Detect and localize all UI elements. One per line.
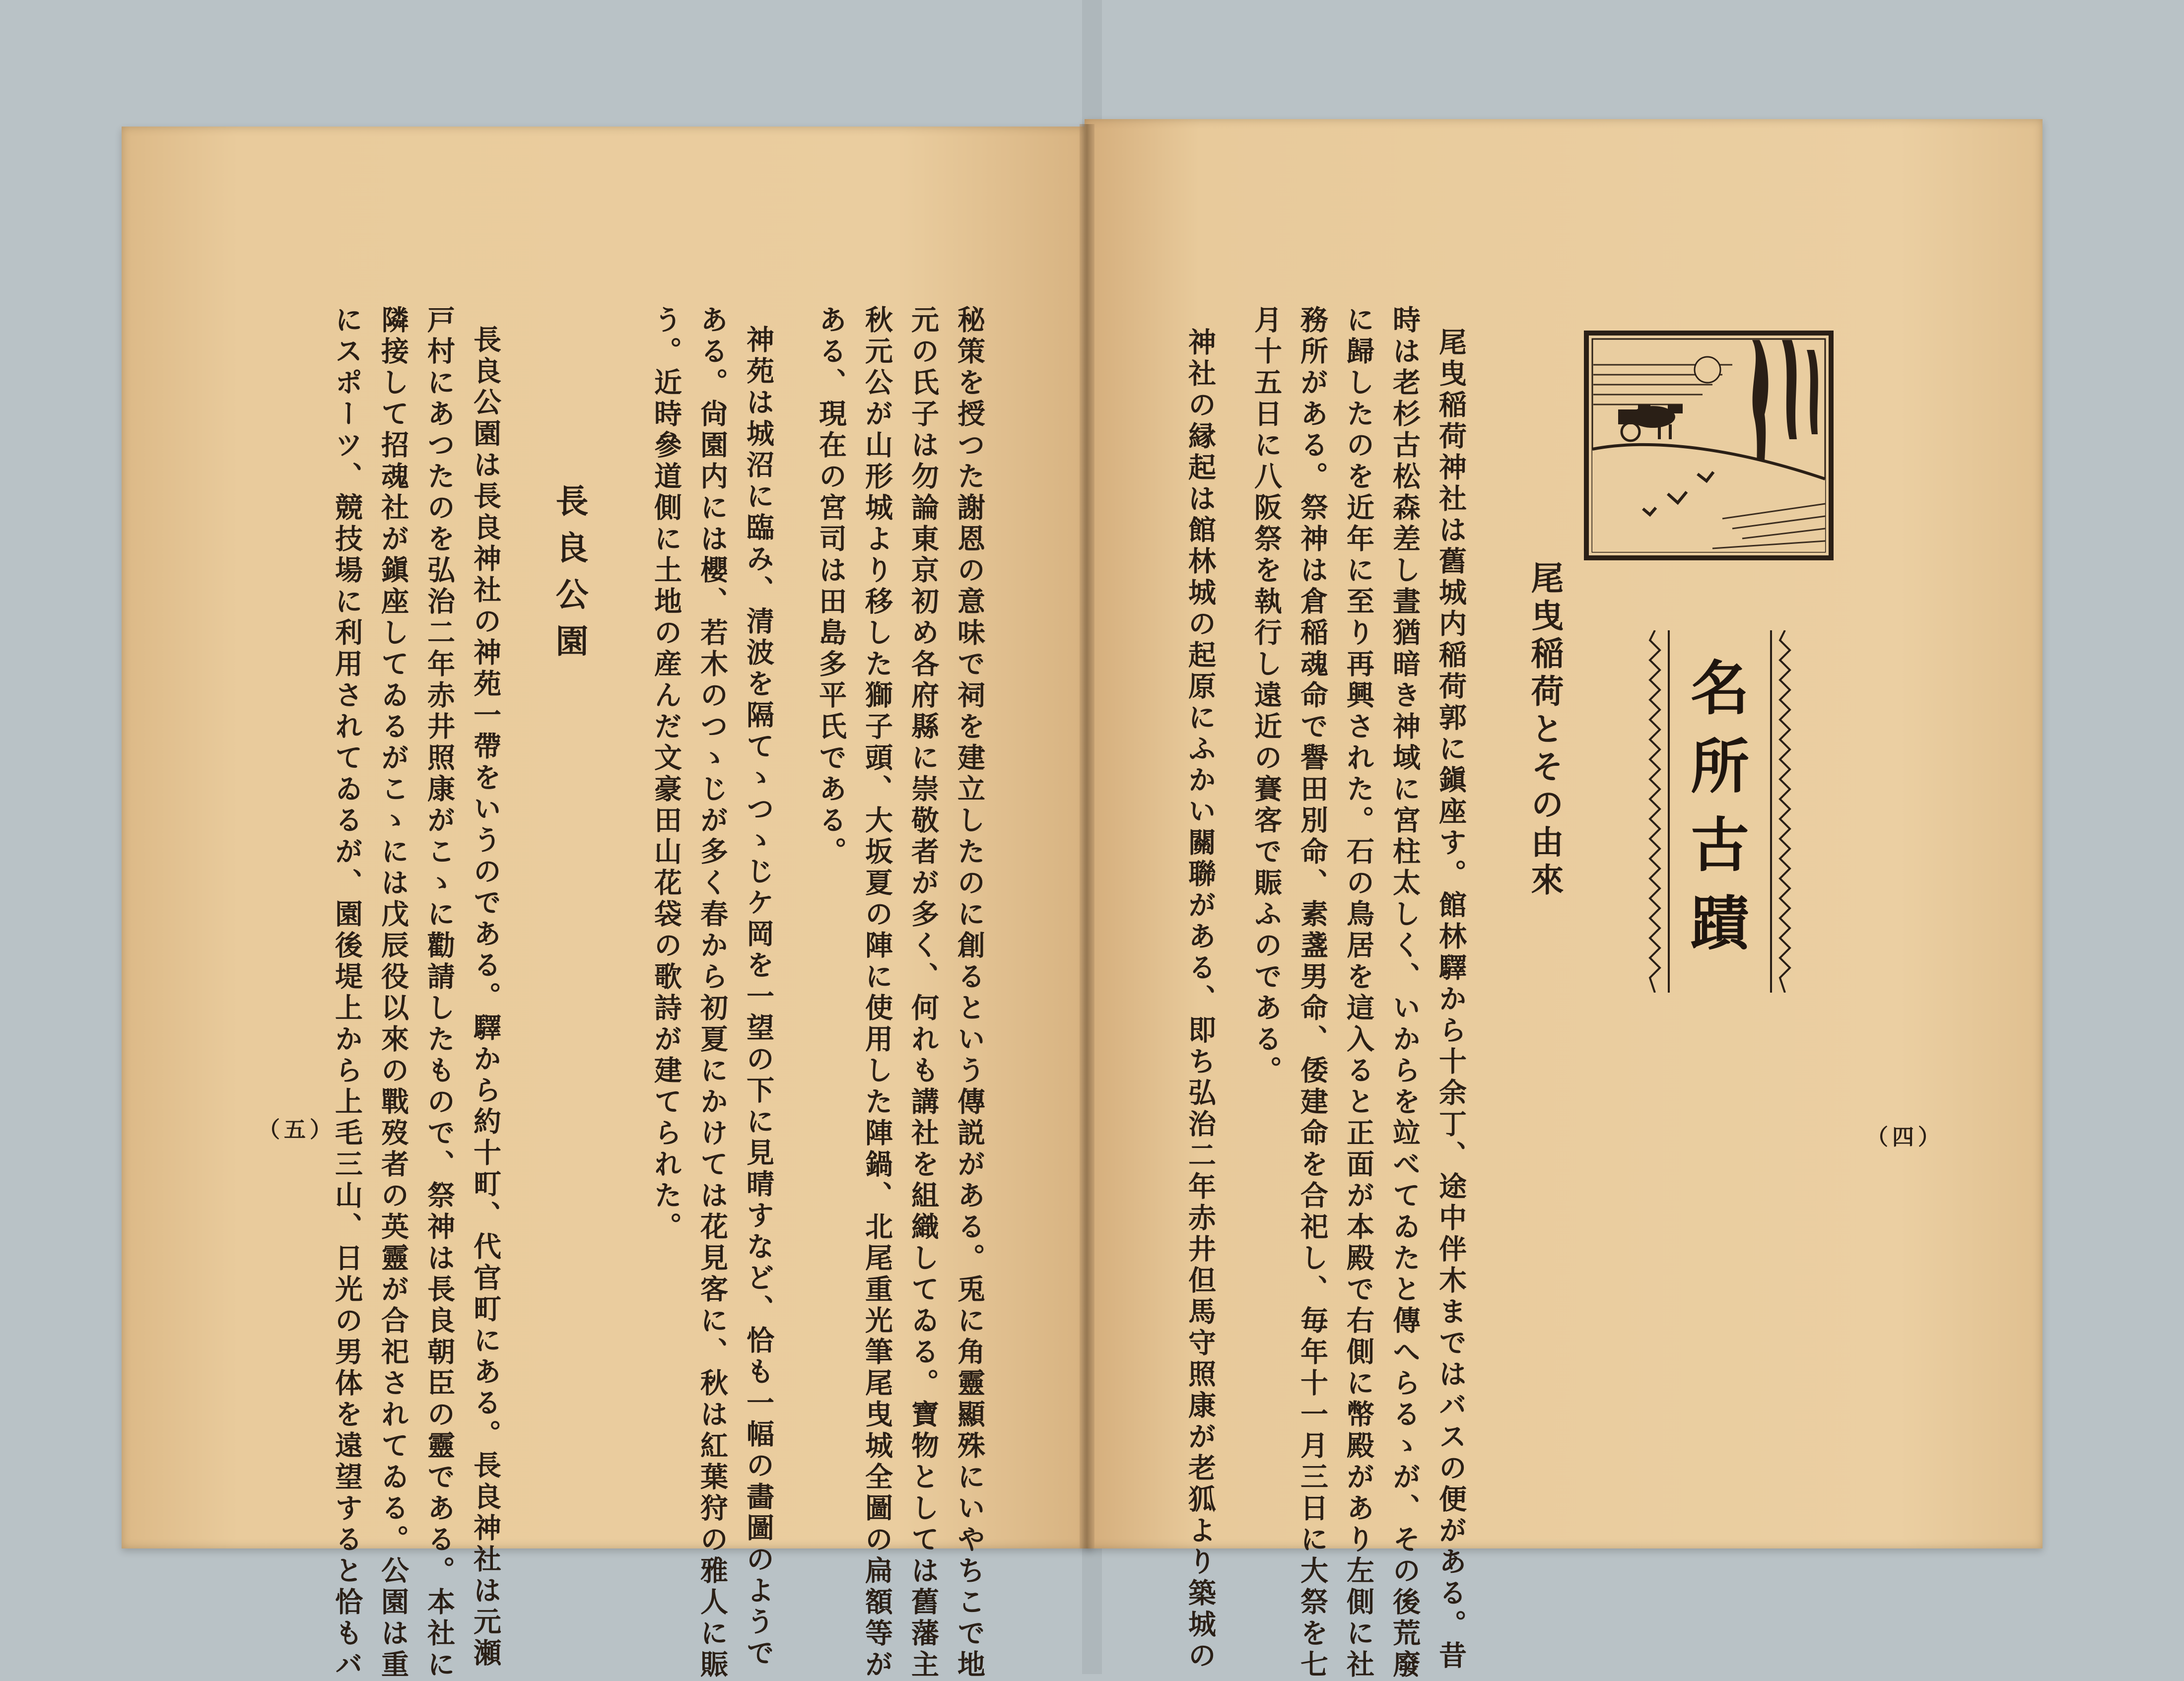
right-col-2: 時は老杉古松森差し晝猶暗き神域に宮柱太しく、いからを竝べてゐたと傳へらるゝが、その後荒廢 xyxy=(1388,305,1421,1681)
woodcut-sun xyxy=(1695,357,1720,383)
section-title: 名所古蹟 xyxy=(1681,657,1750,971)
left-col-4: ある、現在の宮司は田島多平氏である。 xyxy=(815,305,847,868)
left-col-5: 神苑は城沼に臨み、清波を隔てゝつゝじケ岡を一望の下に見晴すなど、恰も一幅の畵圖のようで xyxy=(742,325,775,1670)
section-heading-nagara-park: 長良公園 xyxy=(550,484,589,671)
page-number-right: （四） xyxy=(1866,1125,1944,1150)
left-col-8: 長良公園は長良神社の神苑一帶をいうのである。驛から約十町、代官町にある。長良神社は元瀬 xyxy=(469,325,502,1670)
left-col-7: う。近時參道側に土地の産んだ文豪田山花袋の歌詩が建てられた。 xyxy=(650,305,682,1243)
section-title-frame xyxy=(1648,630,1792,993)
left-col-10: 隣接して招魂社が鎭座してゐるがこゝには戊辰役以來の戰歿者の英靈が合祀されてゐる。公園は重 xyxy=(377,305,410,1681)
left-col-1: 秘策を授つた謝恩の意味で祠を建立したのに創るという傳説がある。兎に角靈顯殊にいやちこで地 xyxy=(953,305,986,1681)
title-rule-right xyxy=(1770,630,1772,993)
wavy-border-left xyxy=(1648,630,1662,993)
page-number-left: （五） xyxy=(258,1117,336,1143)
left-col-9: 戸村にあつたのを弘治二年赤井照康がこゝに勸請したもので、祭神は長良朝臣の靈である。本社に xyxy=(423,305,456,1681)
left-col-2: 元の氏子は勿論東京初め各府縣に崇敬者が多く、何れも講社を組織してゐる。寶物としては舊藩主 xyxy=(907,305,940,1681)
subtitle-obiki-inari: 尾曳稲荷とその由來 xyxy=(1525,561,1564,900)
left-page xyxy=(122,127,1092,1548)
right-col-3: に歸したのを近年に至り再興された。石の鳥居を這入ると正面が本殿で右側に幣殿があり左側に社 xyxy=(1342,305,1375,1681)
right-col-1: 尾曳稲荷神社は舊城内稲荷郭に鎭座す。館林驛から十余丁、途中伴木まではバスの便がある。昔 xyxy=(1434,328,1467,1672)
right-col-6: 神社の縁起は館林城の起原にふかい關聯がある、即ち弘治二年赤井但馬守照康が老狐より築城の xyxy=(1184,328,1217,1672)
title-rule-left xyxy=(1668,630,1670,993)
wavy-border-right xyxy=(1778,630,1792,993)
woodcut-illustration xyxy=(1583,330,1834,561)
right-col-4: 務所がある。祭神は倉稲魂命で譽田別命、素盞男命、倭建命を合祀し、毎年十一月三日に大祭を七 xyxy=(1296,305,1329,1681)
left-col-3: 秋元公が山形城より移した獅子頭、大坂夏の陣に使用した陣鍋、北尾重光筆尾曳城全圖の扁額等が xyxy=(861,305,893,1681)
right-col-5: 月十五日に八阪祭を執行し遠近の賽客で賑ふのである。 xyxy=(1250,305,1283,1087)
left-col-11: にスポーツ、競技場に利用されてゐるが、園後堤上から上毛三山、日光の男体を遠望すると恰もバ xyxy=(331,305,363,1681)
left-col-6: ある。尙園内には櫻、若木のつゝじが多く春から初夏にかけては花見客に、秋は紅葉狩の雅人に賑 xyxy=(696,305,729,1681)
book-gutter xyxy=(1080,124,1094,1548)
